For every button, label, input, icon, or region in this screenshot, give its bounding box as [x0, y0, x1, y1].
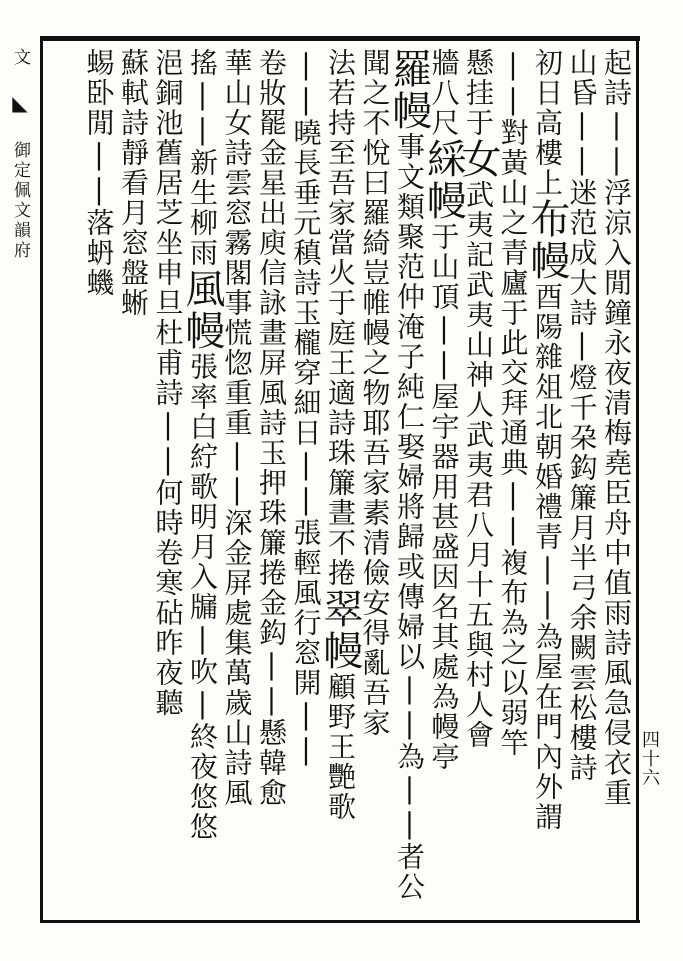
column-text: 懸挂于 — [462, 48, 495, 138]
text-column — [596, 48, 636, 914]
text-column — [179, 48, 225, 914]
column-text: 張率白紵歌明月入牖|吹|終夜悠悠 — [186, 352, 219, 842]
column-text: 牆八尺 — [427, 48, 461, 138]
column-text: 法若持至吾家當火于庭王適詩珠簾晝不捲 — [324, 48, 357, 588]
margin-title-column — [8, 48, 32, 261]
headword: 女 — [455, 138, 501, 180]
margin-top-text: 文 — [10, 48, 30, 68]
text-column — [562, 48, 602, 914]
column-text: 浥銅池舊居芝 — [151, 48, 185, 228]
column-text: 武夷記武夷山神人武夷君八月十五與村人會 — [462, 180, 495, 750]
headword: 翠幔 — [317, 588, 363, 672]
column-text: 顧野王艷歌 — [324, 672, 357, 822]
bottom-border — [40, 920, 640, 923]
column-text: ||曉長垂元稹詩玉櫳穿細日||張輕風行窓開|| — [289, 48, 323, 768]
column-text: 之青廬于此交拜通典||複布為之以弱竿 — [496, 208, 530, 758]
text-column — [148, 48, 188, 914]
headword: 羅幔 — [386, 48, 432, 132]
text-column — [524, 48, 570, 914]
headword: 綵幔 — [420, 138, 467, 222]
margin-book-title: 御定佩文韻府 — [10, 141, 30, 261]
text-column — [355, 48, 395, 914]
column-text: 卷妝罷金星出庾信詠畫屏風詩玉押珠簾捲金鈎||懸韓愈 — [255, 48, 288, 808]
column-text: 聞之不悅曰羅綺豈帷幔之物耶吾家素清儉安得亂吾家 — [358, 48, 392, 738]
left-border — [40, 36, 43, 923]
text-column — [317, 48, 363, 914]
fish-tail-icon: ◣ — [8, 91, 32, 118]
text-column — [386, 48, 432, 914]
column-text: 于山頂||屋宇器用甚盛因名其處為幔亭 — [427, 222, 461, 772]
text-column — [79, 48, 119, 914]
column-text: 事文類聚范仲淹子純仁娶婦將歸或傳婦以||為||者公 — [393, 132, 426, 902]
text-column — [113, 48, 153, 914]
column-text: 山昏||迷范成大詩|燈千朶鈎簾月半弓余闕雲松樓詩 — [565, 48, 599, 783]
column-text: ||對黃山 — [496, 48, 530, 208]
column-text: 酉陽雜俎北朝婚禮青||為屋在門內外謂 — [531, 282, 564, 832]
column-text: 蜴卧閒||落蚒蟣 — [82, 48, 116, 298]
text-column — [286, 48, 326, 914]
text-column — [420, 48, 467, 914]
column-text: 蘇軾詩靜看月窓盤蜥 — [117, 48, 150, 318]
column-text: 初日高樓上 — [531, 48, 564, 198]
top-border — [40, 36, 640, 41]
column-text: 搖||新生柳雨 — [186, 48, 219, 268]
column-text: 華山女詩雲窓霧閣事慌惚重重||深金屏處集萬歲山詩風 — [220, 48, 254, 808]
headword: 布幔 — [524, 198, 570, 282]
column-text: 起詩||浮涼入閒鐘永夜清梅堯臣舟中值雨詩風急侵衣重 — [600, 48, 633, 808]
text-column — [251, 48, 291, 914]
right-border — [636, 36, 639, 923]
page-number: 四十六 — [639, 730, 660, 787]
column-text: 坐申旦杜甫詩||何時卷寒砧昨夜聽 — [151, 228, 185, 718]
text-column — [217, 48, 257, 914]
headword: 風幔 — [179, 268, 225, 352]
